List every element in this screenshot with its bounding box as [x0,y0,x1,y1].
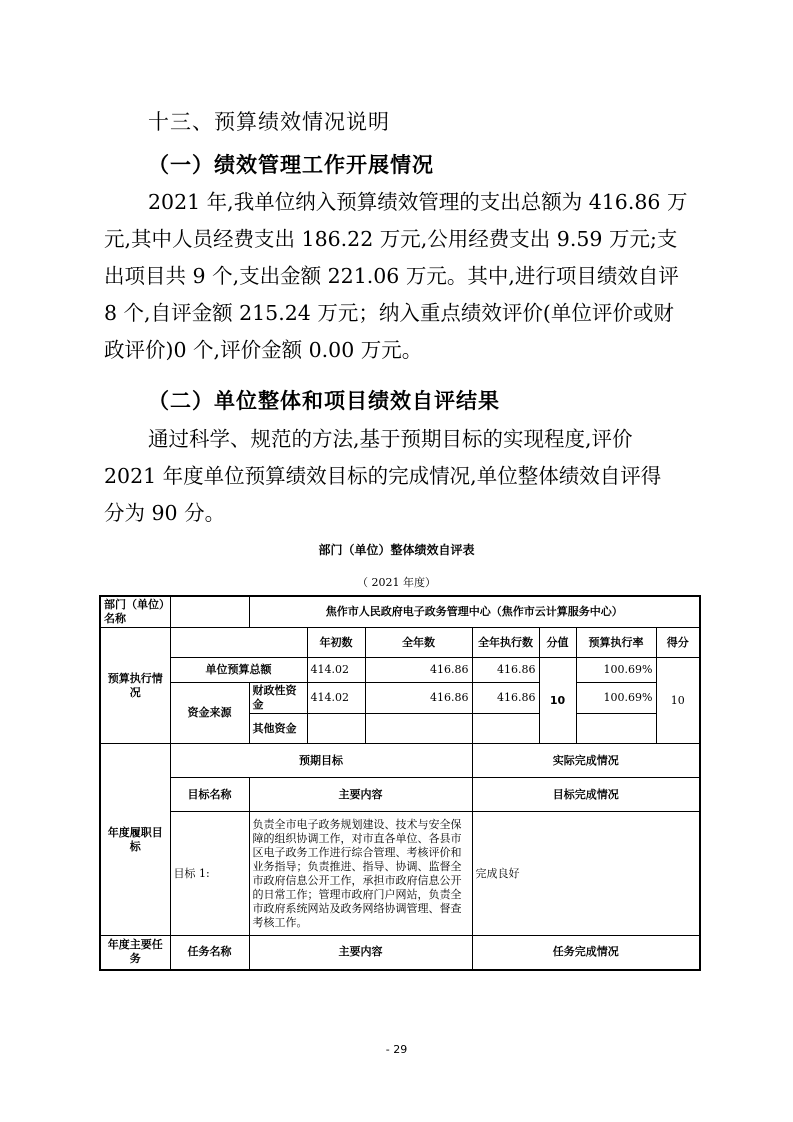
col-exec-rate: 预算执行率 [576,628,656,658]
paragraph-line: 元,其中人员经费支出 186.22 万元,公用经费支出 9.59 万元;支 [104,227,678,251]
table-title: 部门（单位）整体绩效自评表 [318,543,475,557]
actual-completion-header: 实际完成情况 [472,744,700,778]
col-full-year-exec: 全年执行数 [472,628,539,658]
row-fiscal-label: 财政性资金 [249,683,307,714]
goal-1-result: 完成良好 [472,812,700,936]
budget-execution-label: 预算执行情况 [100,628,170,744]
fiscal-initial: 414.02 [307,683,365,714]
subsection-title-2: （二）单位整体和项目绩效自评结果 [148,389,500,413]
task-content-header: 主要内容 [249,936,472,970]
goal-name-header: 目标名称 [170,778,249,812]
total-exec-rate: 100.69% [576,658,656,683]
fiscal-exec-rate: 100.69% [576,683,656,714]
expected-goal-header: 预期目标 [170,744,472,778]
fiscal-full-year: 416.86 [365,683,472,714]
paragraph-line: 出项目共 9 个,支出金额 221.06 万元。其中,进行项目绩效自评 [104,264,679,288]
performance-evaluation-table [99,595,701,971]
paragraph-line: 分为 90 分。 [104,501,226,525]
annual-task-label: 年度主要任务 [100,936,170,970]
goal-1-name: 目标 1: [170,812,249,936]
total-full-year: 416.86 [365,658,472,683]
task-name-header: 任务名称 [170,936,249,970]
subsection-title-1: （一）绩效管理工作开展情况 [148,153,434,177]
goal-1-content: 负责全市电子政务规划建设、技术与安全保障的组织协调工作，对市直各单位、各县市区电子政务工作进行综合管理、考核评价和业务指导；负责推进、指导、协调、监督全市政府信息公开工作，承担市政府信息公开的日常工作；管理市政府门户网站，负责全市政府系统网站及政务网络协调管理、督查考核工作。 [249,812,472,936]
total-exec: 416.86 [472,658,539,683]
total-initial: 414.02 [307,658,365,683]
paragraph-line: 2021 年度单位预算绩效目标的完成情况,单位整体绩效自评得 [104,464,662,488]
dept-name-label: 部门（单位）名称 [100,596,170,628]
paragraph-line: 政评价)0 个,评价金额 0.00 万元。 [104,338,423,362]
fund-source-label: 资金来源 [170,683,249,744]
main-content-header: 主要内容 [249,778,472,812]
score: 10 [656,658,700,744]
section-heading: 十三、预算绩效情况说明 [148,110,390,134]
paragraph-self-evaluation [104,421,699,532]
fiscal-exec: 416.86 [472,683,539,714]
goal-completion-header: 目标完成情况 [472,778,700,812]
score-value: 10 [539,658,576,744]
page-number: - 29 [385,1043,408,1056]
dept-name-value: 焦作市人民政府电子政务管理中心（焦作市云计算服务中心） [249,596,700,628]
paragraph-line: 8 个,自评金额 215.24 万元；纳入重点绩效评价(单位评价或财 [104,301,674,325]
row-other-label: 其他资金 [249,714,307,744]
col-initial: 年初数 [307,628,365,658]
col-full-year: 全年数 [365,628,472,658]
annual-goal-label: 年度履职目标 [100,744,170,936]
col-score-value: 分值 [539,628,576,658]
table-year: （ 2021 年度） [357,576,436,589]
paragraph-line: 2021 年,我单位纳入预算绩效管理的支出总额为 416.86 万 [148,190,688,214]
row-total-budget-label: 单位预算总额 [170,658,307,683]
paragraph-performance-management [104,184,699,369]
col-score: 得分 [656,628,700,658]
task-completion-header: 任务完成情况 [472,936,700,970]
paragraph-line: 通过科学、规范的方法,基于预期目标的实现程度,评价 [148,427,633,451]
